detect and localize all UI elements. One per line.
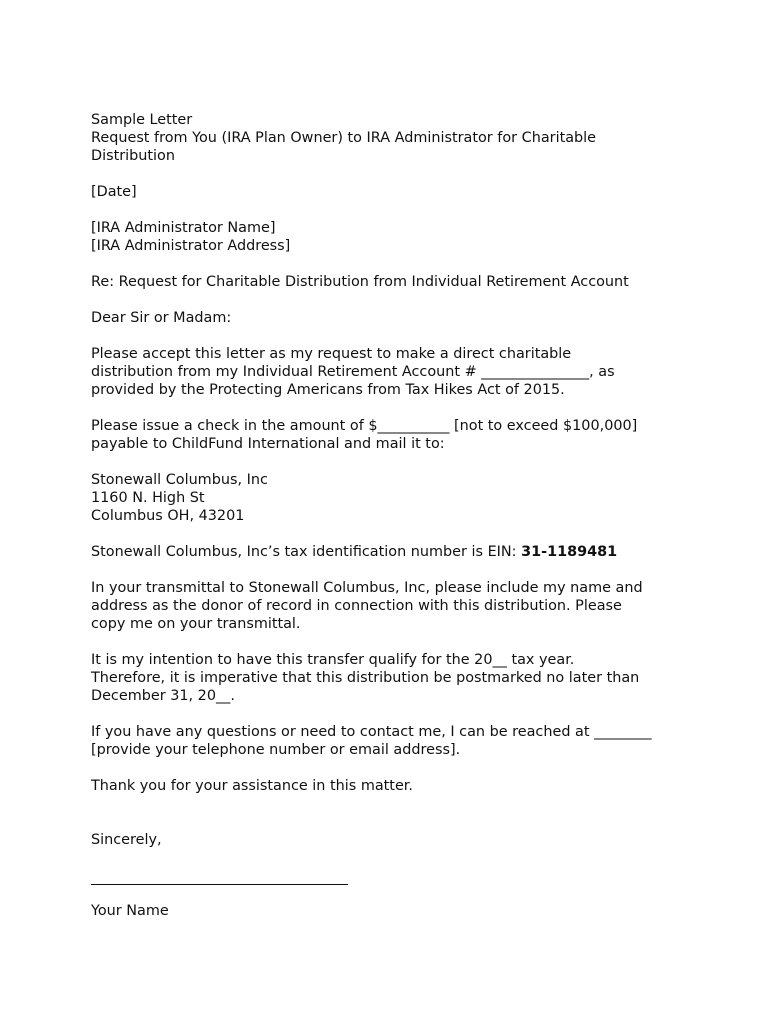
- paragraph-transmittal-line-2: address as the donor of record in connection with this distribution. Please: [91, 598, 622, 614]
- paragraph-contact: [91, 723, 691, 759]
- paragraph-request: [91, 345, 691, 399]
- date-placeholder: [Date]: [91, 184, 137, 200]
- signature-line: [91, 884, 348, 885]
- paragraph-tax-year: [91, 651, 691, 705]
- paragraph-tax-year-line-3: December 31, 20__.: [91, 688, 235, 704]
- closing: Sincerely,: [91, 832, 162, 848]
- letter-heading: [91, 111, 691, 165]
- paragraph-check: [91, 417, 691, 453]
- paragraph-tax-year-line-2: Therefore, it is imperative that this distribution be postmarked no later than: [91, 670, 640, 686]
- salutation: Dear Sir or Madam:: [91, 310, 232, 326]
- admin-address: [IRA Administrator Address]: [91, 238, 291, 254]
- admin-name: [IRA Administrator Name]: [91, 220, 276, 236]
- recipient-city: Columbus OH, 43201: [91, 508, 245, 524]
- paragraph-transmittal: [91, 579, 691, 633]
- ein-line: [91, 543, 691, 561]
- letter-body: [91, 111, 691, 920]
- ein-prefix: Stonewall Columbus, Inc’s tax identification number is EIN:: [91, 544, 522, 560]
- heading-line-1: Sample Letter: [91, 112, 193, 128]
- paragraph-request-line-2: distribution from my Individual Retirement Account # _______________, as: [91, 364, 615, 380]
- paragraph-check-line-2: payable to ChildFund International and mail it to:: [91, 436, 445, 452]
- recipient-street: 1160 N. High St: [91, 490, 205, 506]
- signature-name: Your Name: [91, 903, 169, 919]
- paragraph-contact-line-1: If you have any questions or need to contact me, I can be reached at ________: [91, 724, 652, 740]
- re-line: Re: Request for Charitable Distribution from Individual Retirement Account: [91, 274, 629, 290]
- paragraph-request-line-3: provided by the Protecting Americans from Tax Hikes Act of 2015.: [91, 382, 565, 398]
- paragraph-tax-year-line-1: It is my intention to have this transfer qualify for the 20__ tax year.: [91, 652, 575, 668]
- signature-block: [91, 884, 691, 920]
- paragraph-request-line-1: Please accept this letter as my request to make a direct charitable: [91, 346, 572, 362]
- ein-number: 31-1189481: [521, 544, 618, 560]
- paragraph-contact-line-2: [provide your telephone number or email address].: [91, 742, 461, 758]
- heading-line-3: Distribution: [91, 148, 175, 164]
- admin-block: [91, 219, 691, 255]
- paragraph-transmittal-line-1: In your transmittal to Stonewall Columbus, Inc, please include my name and: [91, 580, 643, 596]
- thanks-line: Thank you for your assistance in this matter.: [91, 778, 413, 794]
- paragraph-transmittal-line-3: copy me on your transmittal.: [91, 616, 301, 632]
- recipient-address: [91, 471, 691, 525]
- recipient-name: Stonewall Columbus, Inc: [91, 472, 268, 488]
- paragraph-check-line-1: Please issue a check in the amount of $__________ [not to exceed $100,000]: [91, 418, 638, 434]
- heading-line-2: Request from You (IRA Plan Owner) to IRA Administrator for Charitable: [91, 130, 597, 146]
